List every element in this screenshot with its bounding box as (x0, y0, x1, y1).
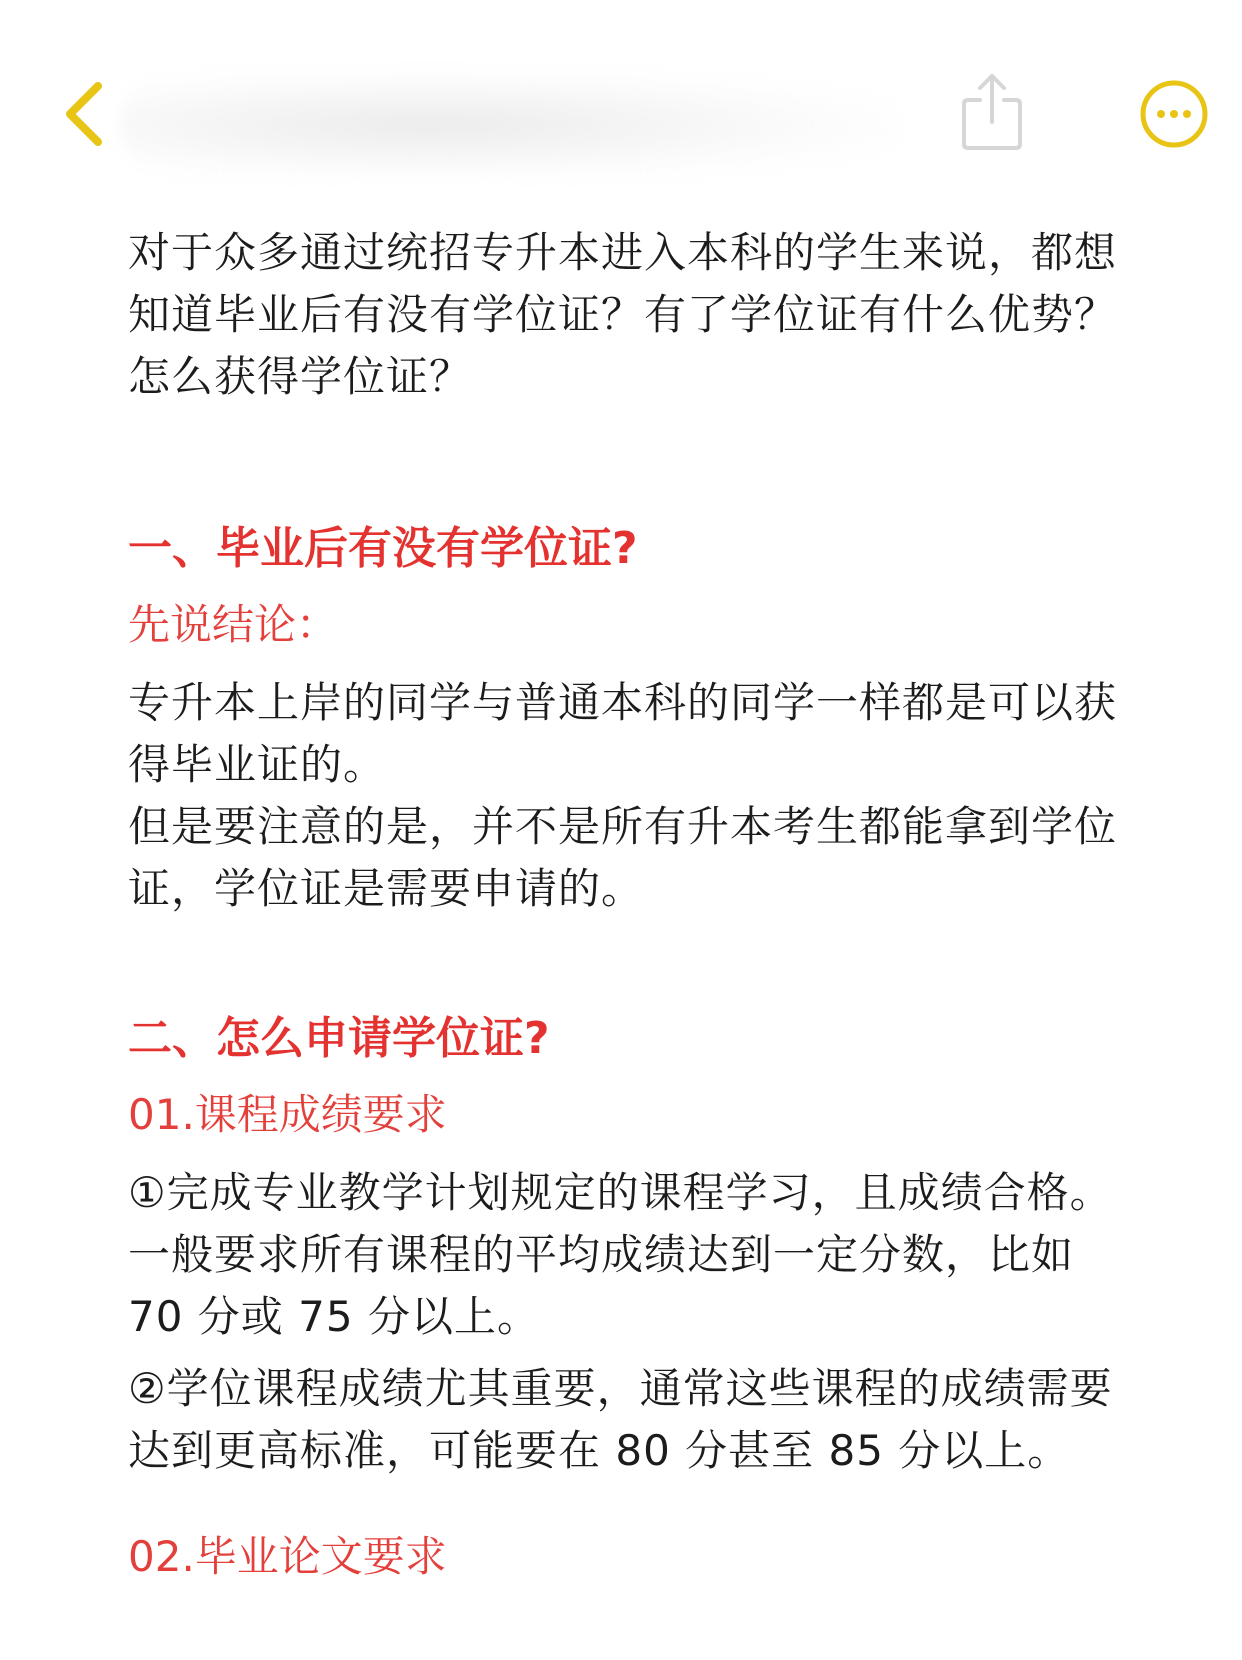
share-icon (958, 70, 1026, 154)
section-2-subheading-2: 02.毕业论文要求 (128, 1532, 447, 1581)
more-options-button[interactable] (1138, 78, 1210, 150)
article-content (128, 222, 1138, 1588)
blurred-title-area (120, 70, 900, 180)
section-2-item-1: ①完成专业教学计划规定的课程学习，且成绩合格。一般要求所有课程的平均成绩达到一定分数，比如 70 分或 75 分以上。 (128, 1168, 1113, 1341)
section-1-paragraph-1: 专升本上岸的同学与普通本科的同学一样都是可以获得毕业证的。 (128, 678, 1118, 789)
section-1-paragraph-2: 但是要注意的是，并不是所有升本考生都能拿到学位证，学位证是需要申请的。 (128, 802, 1118, 913)
section-2-heading: 二、怎么申请学位证? (128, 1013, 550, 1064)
share-button[interactable] (958, 70, 1026, 154)
section-1-heading: 一、毕业后有没有学位证? (128, 523, 638, 574)
back-button[interactable] (58, 78, 110, 150)
section-1-subheading: 先说结论： (128, 600, 339, 649)
top-navigation-bar (0, 0, 1242, 200)
section-2-item-2: ②学位课程成绩尤其重要，通常这些课程的成绩需要达到更高标准，可能要在 80 分甚至 85 分以上。 (128, 1364, 1113, 1475)
more-dots-icon (1138, 78, 1210, 150)
section-2-subheading-1: 01.课程成绩要求 (128, 1090, 447, 1139)
intro-paragraph: 对于众多通过统招专升本进入本科的学生来说，都想知道毕业后有没有学位证？有了学位证有什么优势？怎么获得学位证？ (128, 228, 1118, 401)
chevron-left-icon (58, 78, 110, 150)
